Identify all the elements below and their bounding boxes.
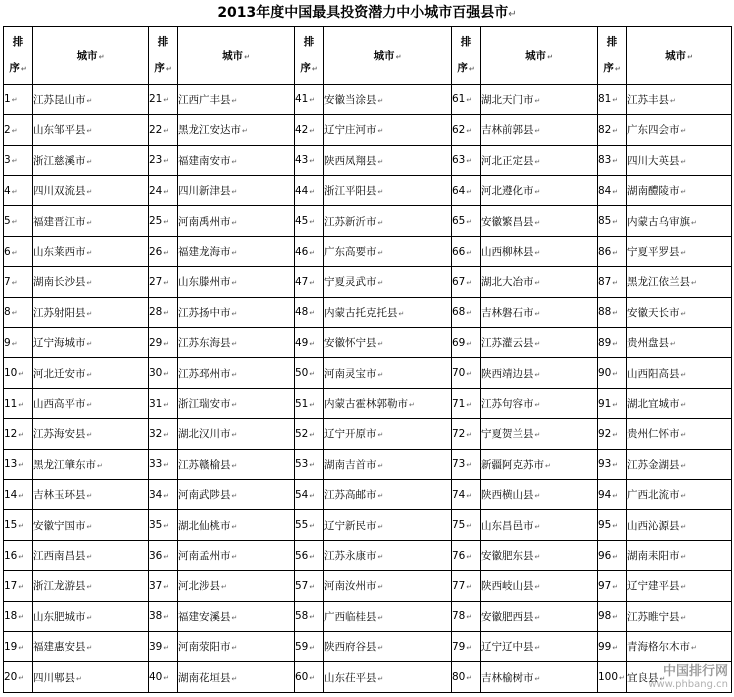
table-row <box>4 328 732 358</box>
city-cell: 江苏邳州市 ↵ <box>178 358 295 388</box>
page-title <box>0 0 734 26</box>
rank-cell: 84 ↵ <box>598 175 627 205</box>
city-cell: 江苏句容市 ↵ <box>481 388 598 418</box>
rank-cell: 57 ↵ <box>295 571 324 601</box>
city-cell: 山西沁源县 ↵ <box>627 510 732 540</box>
city-cell: 内蒙古霍林郭勒市 ↵ <box>324 388 452 418</box>
header-rank <box>598 27 627 85</box>
city-cell: 吉林磐石市 ↵ <box>481 297 598 327</box>
city-cell: 江苏新沂市 ↵ <box>324 206 452 236</box>
rank-cell: 90 ↵ <box>598 358 627 388</box>
rank-cell: 54 ↵ <box>295 480 324 510</box>
rank-cell: 33 ↵ <box>149 449 178 479</box>
city-cell: 福建龙海市 ↵ <box>178 236 295 266</box>
city-cell: 江西南昌县 ↵ <box>33 540 149 570</box>
rank-cell: 32 ↵ <box>149 419 178 449</box>
rank-cell: 12 ↵ <box>4 419 33 449</box>
city-cell: 安徽繁昌县 ↵ <box>481 206 598 236</box>
city-cell: 广西临桂县 ↵ <box>324 601 452 631</box>
city-cell: 江苏海安县 ↵ <box>33 419 149 449</box>
rank-cell: 75 ↵ <box>452 510 481 540</box>
city-cell: 河南荥阳市 ↵ <box>178 632 295 662</box>
city-cell: 陕西府谷县 ↵ <box>324 632 452 662</box>
title-text: 2013年度中国最具投资潜力中小城市百强县市 <box>217 5 509 21</box>
rank-cell: 4 ↵ <box>4 175 33 205</box>
header-rank-top: 排 <box>12 35 24 48</box>
city-cell: 安徽肥西县 ↵ <box>481 601 598 631</box>
table-row <box>4 175 732 205</box>
rank-cell: 79 ↵ <box>452 632 481 662</box>
city-cell: 辽宁海城市 ↵ <box>33 328 149 358</box>
rank-cell: 24 ↵ <box>149 175 178 205</box>
city-cell: 福建晋江市 ↵ <box>33 206 149 236</box>
header-rank <box>4 27 33 85</box>
city-cell: 河北迁安市 ↵ <box>33 358 149 388</box>
city-cell: 黑龙江安达市 ↵ <box>178 115 295 145</box>
city-cell: 吉林前郭县 ↵ <box>481 115 598 145</box>
city-cell: 青海格尔木市 ↵ <box>627 632 732 662</box>
header-city: 城市 ↵ <box>178 27 295 85</box>
rank-cell: 82 ↵ <box>598 115 627 145</box>
rank-cell: 97 ↵ <box>598 571 627 601</box>
rank-cell: 91 ↵ <box>598 388 627 418</box>
rank-cell: 60 ↵ <box>295 662 324 693</box>
city-cell: 安徽肥东县 ↵ <box>481 540 598 570</box>
rank-cell: 76 ↵ <box>452 540 481 570</box>
city-cell: 江苏金湖县 ↵ <box>627 449 732 479</box>
city-cell: 河南禹州市 ↵ <box>178 206 295 236</box>
rank-cell: 8 ↵ <box>4 297 33 327</box>
rank-cell: 27 ↵ <box>149 267 178 297</box>
rank-cell: 95 ↵ <box>598 510 627 540</box>
watermark-line1: 中国排行网 <box>662 664 728 679</box>
watermark <box>642 665 728 695</box>
city-cell: 江苏灌云县 ↵ <box>481 328 598 358</box>
rank-cell: 14 ↵ <box>4 480 33 510</box>
city-cell: 山东滕州市 ↵ <box>178 267 295 297</box>
table-row <box>4 358 732 388</box>
city-cell: 江苏昆山市 ↵ <box>33 84 149 114</box>
city-cell: 浙江龙游县 ↵ <box>33 571 149 601</box>
city-cell: 四川大英县 ↵ <box>627 145 732 175</box>
city-cell: 河北遵化市 ↵ <box>481 175 598 205</box>
city-cell: 湖北大冶市 ↵ <box>481 267 598 297</box>
table-row <box>4 540 732 570</box>
rank-cell: 96 ↵ <box>598 540 627 570</box>
city-cell: 广东高要市 ↵ <box>324 236 452 266</box>
rank-cell: 41 ↵ <box>295 84 324 114</box>
rank-cell: 5 ↵ <box>4 206 33 236</box>
city-cell: 辽宁开原市 ↵ <box>324 419 452 449</box>
rank-cell: 31 ↵ <box>149 388 178 418</box>
header-rank <box>295 27 324 85</box>
city-cell: 河北正定县 ↵ <box>481 145 598 175</box>
rank-cell: 23 ↵ <box>149 145 178 175</box>
rank-cell: 45 ↵ <box>295 206 324 236</box>
rank-cell: 21 ↵ <box>149 84 178 114</box>
rank-cell: 11 ↵ <box>4 388 33 418</box>
city-cell: 山东茌平县 ↵ <box>324 662 452 693</box>
rank-cell: 68 ↵ <box>452 297 481 327</box>
rank-cell: 50 ↵ <box>295 358 324 388</box>
rank-cell: 9 ↵ <box>4 328 33 358</box>
city-cell: 江苏射阳县 ↵ <box>33 297 149 327</box>
rank-cell: 19 ↵ <box>4 632 33 662</box>
header-city: 城市 ↵ <box>324 27 452 85</box>
city-cell: 四川双流县 ↵ <box>33 175 149 205</box>
rank-cell: 88 ↵ <box>598 297 627 327</box>
city-cell: 黑龙江肇东市 ↵ <box>33 449 149 479</box>
city-cell: 江西广丰县 ↵ <box>178 84 295 114</box>
city-cell: 山西阳高县 ↵ <box>627 358 732 388</box>
header-rank-top: 排 <box>606 35 618 48</box>
table-row <box>4 84 732 114</box>
city-cell: 内蒙古乌审旗 ↵ <box>627 206 732 236</box>
city-cell: 湖南醴陵市 ↵ <box>627 175 732 205</box>
rank-cell: 26 ↵ <box>149 236 178 266</box>
rank-cell: 16 ↵ <box>4 540 33 570</box>
city-cell: 湖南耒阳市 ↵ <box>627 540 732 570</box>
header-city: 城市 ↵ <box>481 27 598 85</box>
rank-cell: 51 ↵ <box>295 388 324 418</box>
rank-cell: 29 ↵ <box>149 328 178 358</box>
rank-cell: 69 ↵ <box>452 328 481 358</box>
city-cell: 山东邹平县 ↵ <box>33 115 149 145</box>
rank-cell: 83 ↵ <box>598 145 627 175</box>
rank-cell: 25 ↵ <box>149 206 178 236</box>
city-cell: 安徽宁国市 ↵ <box>33 510 149 540</box>
header-row <box>4 27 732 85</box>
rank-cell: 53 ↵ <box>295 449 324 479</box>
city-cell: 湖北仙桃市 ↵ <box>178 510 295 540</box>
city-cell: 宁夏平罗县 ↵ <box>627 236 732 266</box>
rank-cell: 98 ↵ <box>598 601 627 631</box>
city-cell: 江苏赣榆县 ↵ <box>178 449 295 479</box>
city-cell: 宁夏贺兰县 ↵ <box>481 419 598 449</box>
rank-cell: 72 ↵ <box>452 419 481 449</box>
rank-cell: 64 ↵ <box>452 175 481 205</box>
rank-cell: 1 ↵ <box>4 84 33 114</box>
city-cell: 浙江慈溪市 ↵ <box>33 145 149 175</box>
city-cell: 江苏永康市 ↵ <box>324 540 452 570</box>
rank-cell: 94 ↵ <box>598 480 627 510</box>
header-rank-top: 排 <box>157 35 169 48</box>
rank-cell: 10 ↵ <box>4 358 33 388</box>
table-row <box>4 571 732 601</box>
city-cell: 山西高平市 ↵ <box>33 388 149 418</box>
city-cell: 辽宁庄河市 ↵ <box>324 115 452 145</box>
rank-cell: 80 ↵ <box>452 662 481 693</box>
city-cell: 吉林榆树市 ↵ <box>481 662 598 693</box>
table-body <box>4 27 732 693</box>
city-cell: 新疆阿克苏市 ↵ <box>481 449 598 479</box>
table-row <box>4 145 732 175</box>
rank-cell: 15 ↵ <box>4 510 33 540</box>
header-city: 城市 ↵ <box>627 27 732 85</box>
rank-cell: 7 ↵ <box>4 267 33 297</box>
city-cell: 福建安溪县 ↵ <box>178 601 295 631</box>
rank-cell: 20 ↵ <box>4 662 33 693</box>
rank-cell: 48 ↵ <box>295 297 324 327</box>
city-cell: 江苏扬中市 ↵ <box>178 297 295 327</box>
rank-cell: 28 ↵ <box>149 297 178 327</box>
city-cell: 山东肥城市 ↵ <box>33 601 149 631</box>
rank-cell: 39 ↵ <box>149 632 178 662</box>
table-row <box>4 449 732 479</box>
city-cell: 湖北天门市 ↵ <box>481 84 598 114</box>
table-row <box>4 632 732 662</box>
city-cell: 安徽天长市 ↵ <box>627 297 732 327</box>
rank-cell: 77 ↵ <box>452 571 481 601</box>
city-cell: 陕西凤翔县 ↵ <box>324 145 452 175</box>
city-cell: 安徽怀宁县 ↵ <box>324 328 452 358</box>
city-cell: 山东昌邑市 ↵ <box>481 510 598 540</box>
city-cell: 河南汝州市 ↵ <box>324 571 452 601</box>
rank-cell: 40 ↵ <box>149 662 178 693</box>
header-rank-bottom: 序 <box>603 61 614 74</box>
city-cell: 辽宁建平县 ↵ <box>627 571 732 601</box>
rank-cell: 63 ↵ <box>452 145 481 175</box>
rank-cell: 52 ↵ <box>295 419 324 449</box>
rank-cell: 2 ↵ <box>4 115 33 145</box>
table-row <box>4 115 732 145</box>
rank-cell: 58 ↵ <box>295 601 324 631</box>
city-cell: 江苏丰县 ↵ <box>627 84 732 114</box>
watermark-line2: www.phbang.cn <box>648 679 728 690</box>
rank-cell: 74 ↵ <box>452 480 481 510</box>
city-cell: 福建南安市 ↵ <box>178 145 295 175</box>
city-cell: 辽宁新民市 ↵ <box>324 510 452 540</box>
rank-cell: 6 ↵ <box>4 236 33 266</box>
rank-cell: 85 ↵ <box>598 206 627 236</box>
city-cell: 宁夏灵武市 ↵ <box>324 267 452 297</box>
city-cell: 河南灵宝市 ↵ <box>324 358 452 388</box>
table-row <box>4 480 732 510</box>
ranking-table <box>3 26 732 693</box>
rank-cell: 37 ↵ <box>149 571 178 601</box>
city-cell: 四川郫县 ↵ <box>33 662 149 693</box>
city-cell: 黑龙江依兰县 ↵ <box>627 267 732 297</box>
rank-cell: 46 ↵ <box>295 236 324 266</box>
rank-cell: 47 ↵ <box>295 267 324 297</box>
table-row <box>4 419 732 449</box>
rank-cell: 62 ↵ <box>452 115 481 145</box>
city-cell: 浙江平阳县 ↵ <box>324 175 452 205</box>
rank-cell: 81 ↵ <box>598 84 627 114</box>
city-cell: 河北涉县 ↵ <box>178 571 295 601</box>
rank-cell: 66 ↵ <box>452 236 481 266</box>
rank-cell: 71 ↵ <box>452 388 481 418</box>
rank-cell: 78 ↵ <box>452 601 481 631</box>
rank-cell: 3 ↵ <box>4 145 33 175</box>
rank-cell: 100 ↵ <box>598 662 627 693</box>
city-cell: 山西柳林县 ↵ <box>481 236 598 266</box>
header-rank <box>149 27 178 85</box>
rank-cell: 99 ↵ <box>598 632 627 662</box>
rank-cell: 49 ↵ <box>295 328 324 358</box>
city-cell: 河南孟州市 ↵ <box>178 540 295 570</box>
table-row <box>4 662 732 693</box>
rank-cell: 35 ↵ <box>149 510 178 540</box>
table-row <box>4 388 732 418</box>
table-row <box>4 510 732 540</box>
rank-cell: 36 ↵ <box>149 540 178 570</box>
table-row <box>4 267 732 297</box>
city-cell: 福建惠安县 ↵ <box>33 632 149 662</box>
rank-cell: 43 ↵ <box>295 145 324 175</box>
city-cell: 湖北宜城市 ↵ <box>627 388 732 418</box>
rank-cell: 89 ↵ <box>598 328 627 358</box>
city-cell: 四川新津县 ↵ <box>178 175 295 205</box>
city-cell: 广西北流市 ↵ <box>627 480 732 510</box>
header-rank-top: 排 <box>460 35 472 48</box>
header-rank-bottom: 序 <box>300 61 311 74</box>
city-cell: 内蒙古托克托县 ↵ <box>324 297 452 327</box>
rank-cell: 34 ↵ <box>149 480 178 510</box>
city-cell: 湖南长沙县 ↵ <box>33 267 149 297</box>
table-row <box>4 236 732 266</box>
rank-cell: 93 ↵ <box>598 449 627 479</box>
city-cell: 陕西岐山县 ↵ <box>481 571 598 601</box>
city-cell: 贵州盘县 ↵ <box>627 328 732 358</box>
city-cell: 广东四会市 ↵ <box>627 115 732 145</box>
rank-cell: 59 ↵ <box>295 632 324 662</box>
header-rank-bottom: 序 <box>154 61 165 74</box>
city-cell: 江苏东海县 ↵ <box>178 328 295 358</box>
rank-cell: 65 ↵ <box>452 206 481 236</box>
table-row <box>4 601 732 631</box>
rank-cell: 92 ↵ <box>598 419 627 449</box>
table-row <box>4 297 732 327</box>
city-cell: 宜良县 ↵ <box>627 662 732 693</box>
city-cell: 江苏高邮市 ↵ <box>324 480 452 510</box>
rank-cell: 17 ↵ <box>4 571 33 601</box>
header-rank-bottom: 序 <box>457 61 468 74</box>
rank-cell: 55 ↵ <box>295 510 324 540</box>
rank-cell: 67 ↵ <box>452 267 481 297</box>
rank-cell: 56 ↵ <box>295 540 324 570</box>
rank-cell: 44 ↵ <box>295 175 324 205</box>
city-cell: 安徽当涂县 ↵ <box>324 84 452 114</box>
city-cell: 辽宁辽中县 ↵ <box>481 632 598 662</box>
city-cell: 山东莱西市 ↵ <box>33 236 149 266</box>
rank-cell: 86 ↵ <box>598 236 627 266</box>
city-cell: 湖南花垣县 ↵ <box>178 662 295 693</box>
rank-cell: 70 ↵ <box>452 358 481 388</box>
city-cell: 河南武陟县 ↵ <box>178 480 295 510</box>
header-rank-bottom: 序 <box>9 61 20 74</box>
rank-cell: 22 ↵ <box>149 115 178 145</box>
rank-cell: 42 ↵ <box>295 115 324 145</box>
rank-cell: 18 ↵ <box>4 601 33 631</box>
rank-cell: 38 ↵ <box>149 601 178 631</box>
rank-cell: 13 ↵ <box>4 449 33 479</box>
header-city: 城市 ↵ <box>33 27 149 85</box>
header-rank-top: 排 <box>303 35 315 48</box>
rank-cell: 73 ↵ <box>452 449 481 479</box>
city-cell: 湖南吉首市 ↵ <box>324 449 452 479</box>
city-cell: 贵州仁怀市 ↵ <box>627 419 732 449</box>
city-cell: 吉林玉环县 ↵ <box>33 480 149 510</box>
city-cell: 湖北汉川市 ↵ <box>178 419 295 449</box>
table-row <box>4 206 732 236</box>
city-cell: 江苏睢宁县 ↵ <box>627 601 732 631</box>
rank-cell: 61 ↵ <box>452 84 481 114</box>
header-rank <box>452 27 481 85</box>
city-cell: 陕西横山县 ↵ <box>481 480 598 510</box>
city-cell: 陕西靖边县 ↵ <box>481 358 598 388</box>
rank-cell: 30 ↵ <box>149 358 178 388</box>
paragraph-mark: ↵ <box>508 9 517 20</box>
rank-cell: 87 ↵ <box>598 267 627 297</box>
city-cell: 浙江瑞安市 ↵ <box>178 388 295 418</box>
